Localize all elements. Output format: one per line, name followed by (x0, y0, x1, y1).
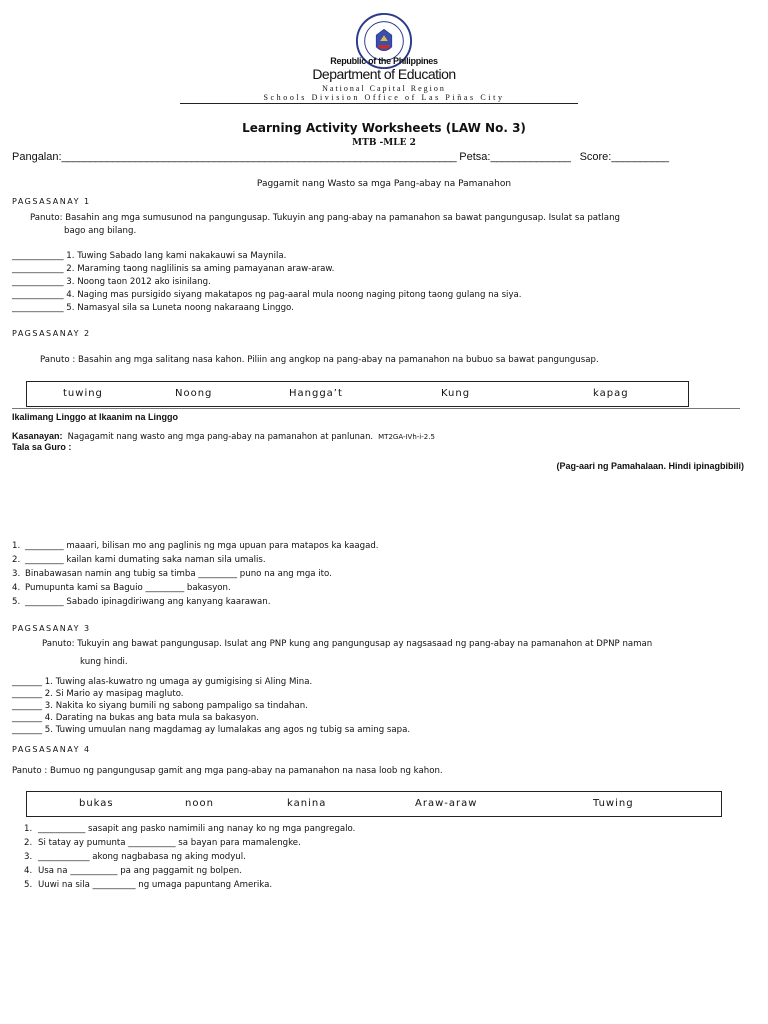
exercise-1-item-3: ____________ 3. Noong taon 2012 ako isinilang. (12, 277, 211, 287)
word-choice: Kung (441, 388, 471, 399)
exercise-3-instruction-line-1: Panuto: Tukuyin ang bawat pangungusap. Isulat ang PNP kung ang pangungusap ay nagsasaad ng pang-abay na pamanahon at DPNP naman (42, 639, 653, 649)
exercise-2-heading: PAGSASANAY 2 (12, 329, 91, 338)
skill-label: Kasanayan: (12, 431, 63, 441)
exercise-3-item-2: _______ 2. Si Mario ay masipag magluto. (12, 689, 184, 699)
name-date-score-row (12, 151, 669, 163)
exercise-2-item-5: 5. _________ Sabado ipinagdiriwang ang kanyang kaarawan. (12, 597, 271, 607)
skill-text: Nagagamit nang wasto ang mga pang-abay na pamanahon at panlunan. (67, 431, 374, 441)
exercise-3-item-1: _______ 1. Tuwing alas-kuwatro ng umaga ay gumigising si Aling Mina. (12, 677, 313, 687)
exercise-4-item-5: 5. Uuwi na sila __________ ng umaga papuntang Amerika. (24, 880, 273, 890)
exercise-3-instruction-line-2: kung hindi. (80, 657, 128, 667)
exercise-3-item-4: _______ 4. Darating na bukas ang bata mula sa bakasyon. (12, 713, 259, 723)
name-label: Pangalan: (12, 151, 62, 163)
score-blank[interactable]: __________ (611, 151, 669, 163)
name-blank[interactable]: ______________________________________________________________________ (61, 151, 457, 163)
exercise-3-item-5: _______ 5. Tuwing umuulan nang magdamag ay lumalakas ang agos ng tubig sa aming sapa. (12, 725, 411, 735)
word-choice: noon (185, 798, 214, 809)
republic-label: Republic of the Philippines (330, 56, 438, 66)
word-choice: kapag (593, 388, 629, 399)
exercise-4-heading: PAGSASANAY 4 (12, 745, 91, 754)
exercise-1-item-1: ____________ 1. Tuwing Sabado lang kami nakakauwi sa Maynila. (12, 251, 287, 261)
region-label: National Capital Region (322, 84, 446, 93)
subject-label: MTB -MLE 2 (352, 138, 416, 148)
exercise-4-item-2: 2. Si tatay ay pumunta ___________ sa bayan para mamalengke. (24, 838, 301, 848)
worksheet-title: Learning Activity Worksheets (LAW No. 3) (242, 121, 526, 135)
exercise-2-word-box (26, 381, 689, 407)
word-choice: Hangga’t (289, 388, 343, 399)
header-divider (180, 103, 578, 104)
date-blank[interactable]: ______________ (490, 151, 571, 163)
word-choice: bukas (79, 798, 114, 809)
teacher-note-label: Tala sa Guro : (12, 442, 72, 452)
exercise-1-heading: PAGSASANAY 1 (12, 197, 91, 206)
exercise-2-item-4: 4. Pumupunta kami sa Baguio _________ bakasyon. (12, 583, 231, 593)
exercise-3-heading: PAGSASANAY 3 (12, 624, 91, 633)
skill-code: MT2GA-IVh-i-2.5 (378, 433, 435, 441)
exercise-4-item-4: 4. Usa na ___________ pa ang paggamit ng bolpen. (24, 866, 242, 876)
word-choice: Araw-araw (415, 798, 478, 809)
date-label: Petsa: (459, 151, 491, 163)
word-choice: tuwing (63, 388, 103, 399)
exercise-4-item-1: 1. ___________ sasapit ang pasko namimili ang nanay ko ng mga pangregalo. (24, 824, 356, 834)
skill-row (12, 424, 435, 443)
exercise-2-item-3: 3. Binabawasan namin ang tubig sa timba _________ puno na ang mga ito. (12, 569, 332, 579)
division-label: Schools Division Office of Las Piñas City (263, 93, 505, 102)
exercise-2-item-2: 2. _________ kailan kami dumating saka naman sila umalis. (12, 555, 266, 565)
exercise-3-item-3: _______ 3. Nakita ko siyang bumili ng sabong pampaligo sa tindahan. (12, 701, 308, 711)
exercise-1-item-5: ____________ 5. Namasyal sila sa Luneta noong nakaraang Linggo. (12, 303, 294, 313)
exercise-1-instruction-line-2: bago ang bilang. (64, 226, 137, 236)
week-label: Ikalimang Linggo at Ikaanim na Linggo (12, 412, 179, 422)
ownership-note: (Pag-aari ng Pamahalaan. Hindi ipinagbibili) (556, 461, 744, 471)
word-choice: Tuwing (593, 798, 634, 809)
score-label: Score: (579, 151, 612, 163)
department-label: Department of Education (312, 66, 456, 82)
exercise-4-word-box (26, 791, 722, 817)
exercise-1-instruction-line-1: Panuto: Basahin ang mga sumusunod na pangungusap. Tukuyin ang pang-abay na pamanahon sa bawat pangungusap. Isulat sa patlang (30, 213, 620, 223)
exercise-4-item-3: 3. ____________ akong nagbabasa ng aking modyul. (24, 852, 246, 862)
word-choice: Noong (175, 388, 213, 399)
word-choice: kanina (287, 798, 327, 809)
exercise-4-instruction: Panuto : Bumuo ng pangungusap gamit ang mga pang-abay na pamanahon na nasa loob ng kahon. (12, 766, 443, 776)
exercise-2-instruction: Panuto : Basahin ang mga salitang nasa kahon. Piliin ang angkop na pang-abay na pamanahon na bubuo sa bawat pangungusap. (40, 355, 599, 365)
exercise-2-item-1: 1. _________ maaari, bilisan mo ang paglinis ng mga upuan para matapos ka kaagad. (12, 541, 379, 551)
exercise-1-item-4: ____________ 4. Naging mas pursigido siyang makatapos ng pag-aaral mula noong naging pitong taong gulang na siya. (12, 290, 522, 300)
footer-divider (12, 408, 740, 409)
exercise-1-item-2: ____________ 2. Maraming taong naglilinis sa aming pamayanan araw-araw. (12, 264, 335, 274)
topic-heading: Paggamit nang Wasto sa mga Pang-abay na Pamanahon (256, 179, 512, 189)
